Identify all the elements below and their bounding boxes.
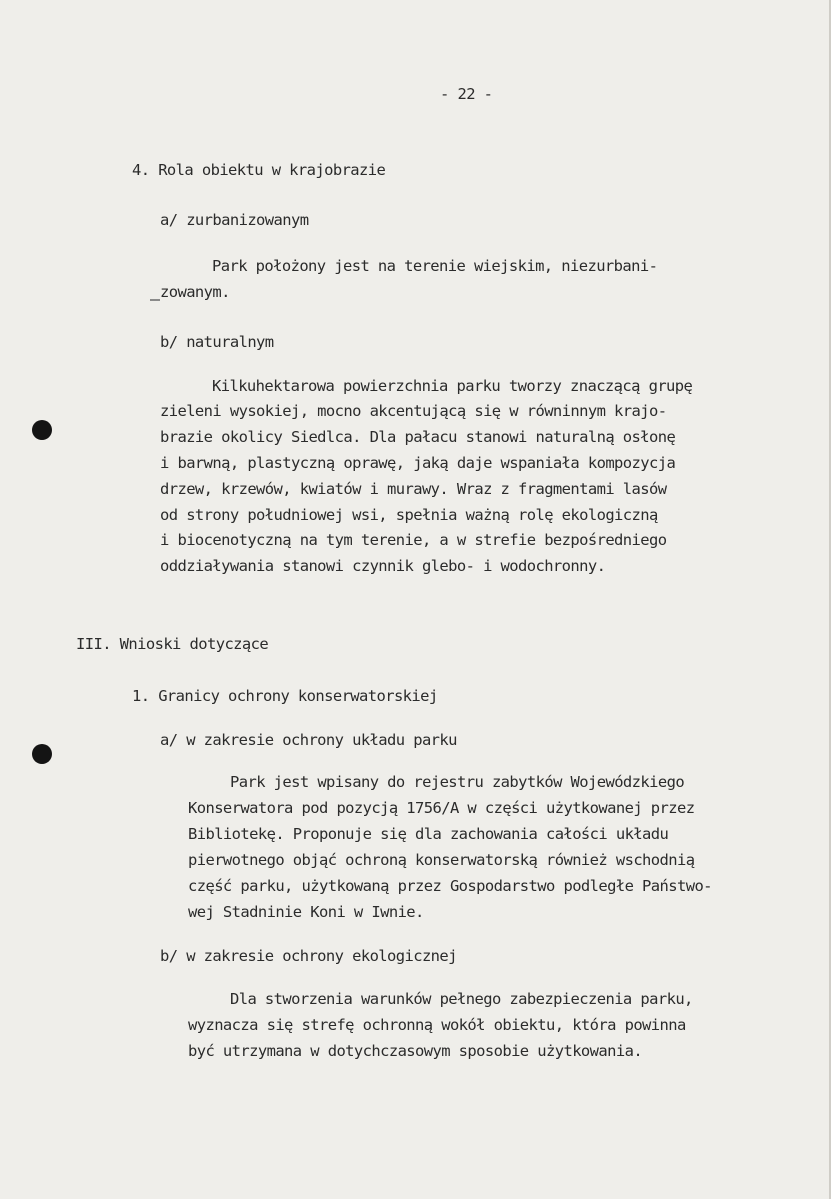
paragraph-line: brazie okolicy Siedlca. Dla pałacu stanowi naturalną osłonę bbox=[160, 428, 676, 446]
paragraph-line: Kilkuhektarowa powierzchnia parku tworzy znaczącą grupę bbox=[212, 377, 693, 395]
subsection-b-eco: b/ w zakresie ochrony ekologicznej bbox=[160, 947, 457, 965]
paragraph-line: wyznacza się strefę ochronną wokół obiektu, która powinna bbox=[188, 1016, 686, 1034]
paragraph-line: od strony południowej wsi, spełnia ważną rolę ekologiczną bbox=[160, 506, 658, 524]
paragraph-line: Park jest wpisany do rejestru zabytków Wojewódzkiego bbox=[230, 773, 685, 791]
section-4-heading: 4. Rola obiektu w krajobrazie bbox=[132, 161, 386, 179]
paragraph-line: część parku, użytkowaną przez Gospodarstwo podległe Państwo- bbox=[188, 877, 712, 895]
punch-hole bbox=[32, 744, 52, 764]
section-3-heading: III. Wnioski dotyczące bbox=[76, 635, 269, 653]
punch-hole bbox=[32, 420, 52, 440]
paragraph-line: oddziaływania stanowi czynnik glebo- i wodochronny. bbox=[160, 557, 606, 575]
paragraph-line: i barwną, plastyczną oprawę, jaką daje wspaniała kompozycja bbox=[160, 454, 676, 472]
paragraph-line: Konserwatora pod pozycją 1756/A w części użytkowanej przez bbox=[188, 799, 695, 817]
paragraph-line: zieleni wysokiej, mocno akcentującą się w równinnym krajo- bbox=[160, 402, 667, 420]
paragraph-line: wej Stadninie Koni w Iwnie. bbox=[188, 903, 424, 921]
subsection-a-urban: a/ zurbanizowanym bbox=[160, 211, 309, 229]
paragraph-line: zowanym. bbox=[160, 283, 230, 301]
section-3-1-heading: 1. Granicy ochrony konserwatorskiej bbox=[132, 687, 438, 705]
paragraph-line: Park położony jest na terenie wiejskim, niezurbani- bbox=[212, 257, 658, 275]
page-number: - 22 - bbox=[440, 85, 493, 103]
paragraph-line: Bibliotekę. Proponuje się dla zachowania całości układu bbox=[188, 825, 669, 843]
subsection-a-layout: a/ w zakresie ochrony układu parku bbox=[160, 731, 457, 749]
paragraph-line: być utrzymana w dotychczasowym sposobie użytkowania. bbox=[188, 1042, 643, 1060]
paragraph-line: i biocenotyczną na tym terenie, a w strefie bezpośredniego bbox=[160, 531, 667, 549]
paragraph-line: Dla stworzenia warunków pełnego zabezpieczenia parku, bbox=[230, 990, 693, 1008]
paragraph-line: drzew, krzewów, kwiatów i murawy. Wraz z fragmentami lasów bbox=[160, 480, 667, 498]
paragraph-line: pierwotnego objąć ochroną konserwatorską również wschodnią bbox=[188, 851, 695, 869]
subsection-b-natural: b/ naturalnym bbox=[160, 333, 274, 351]
scan-speck bbox=[150, 299, 160, 301]
